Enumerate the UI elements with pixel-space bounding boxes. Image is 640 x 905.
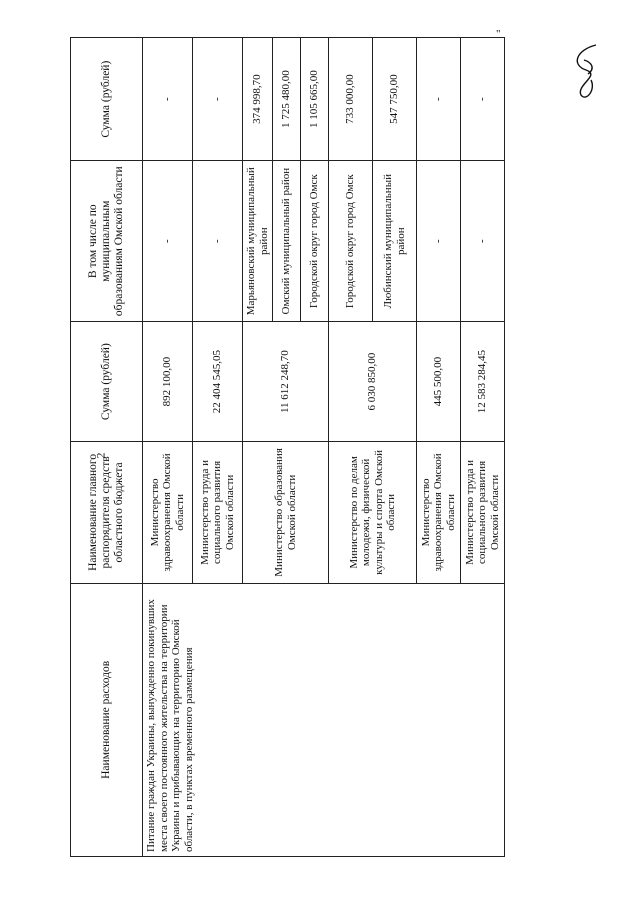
header-manager: Наименование главного распорядителя средств областного бюджета: [71, 442, 143, 584]
rotated-table-wrapper: [70, 37, 502, 857]
municipality-sum-cell: 1 725 480,00: [273, 38, 301, 161]
municipality-cell: Городской округ город Омск: [329, 161, 373, 322]
municipality-cell: -: [417, 161, 461, 322]
municipality-cell: Городской округ город Омск: [301, 161, 329, 322]
budget-table: [70, 37, 505, 857]
municipality-sum-cell: -: [143, 38, 193, 161]
signature-image: [566, 40, 606, 110]
municipality-sum-cell: 733 000,00: [329, 38, 373, 161]
header-expense-name: Наименование расходов: [71, 583, 143, 856]
sum-cell: 6 030 850,00: [329, 322, 417, 442]
municipality-sum-cell: -: [461, 38, 505, 161]
sum-cell: 22 404 545,05: [193, 322, 243, 442]
municipality-sum-cell: -: [193, 38, 243, 161]
expense-description: Питание граждан Украины, вынужденно покинувших места своего постоянного жительства на территории Украины и прибывающих на территорию Омской области, в пунктах временного размещения: [143, 583, 505, 856]
municipality-cell: -: [193, 161, 243, 322]
manager-cell: Министерство здравоохранения Омской области: [417, 442, 461, 584]
sum-cell: 892 100,00: [143, 322, 193, 442]
municipality-cell: Любинский муниципальный район: [373, 161, 417, 322]
header-sum: Сумма (рублей): [71, 322, 143, 442]
sum-cell: 445 500,00: [417, 322, 461, 442]
manager-cell: Министерство образования Омской области: [243, 442, 329, 584]
sum-cell: 11 612 248,70: [243, 322, 329, 442]
sum-cell: 12 583 284,45: [461, 322, 505, 442]
corner-mark: ": [496, 28, 501, 40]
municipality-sum-cell: 1 105 665,00: [301, 38, 329, 161]
header-municipality: В том числе по муниципальным образованиям Омской области: [71, 161, 143, 322]
manager-cell: Министерство труда и социального развития Омской области: [461, 442, 505, 584]
municipality-sum-cell: -: [417, 38, 461, 161]
municipality-cell: Марьяновский муниципальный район: [243, 161, 273, 322]
municipality-cell: -: [143, 161, 193, 322]
municipality-cell: -: [461, 161, 505, 322]
manager-cell: Министерство здравоохранения Омской области: [143, 442, 193, 584]
municipality-sum-cell: 374 998,70: [243, 38, 273, 161]
municipality-cell: Омский муниципальный район: [273, 161, 301, 322]
manager-cell: Министерство труда и социального развития Омской области: [193, 442, 243, 584]
page-number: 2: [93, 452, 108, 459]
header-sum-municipality: Сумма (рублей): [71, 38, 143, 161]
manager-cell: Министерство по делам молодежи, физической культуры и спорта Омской области: [329, 442, 417, 584]
municipality-sum-cell: 547 750,00: [373, 38, 417, 161]
